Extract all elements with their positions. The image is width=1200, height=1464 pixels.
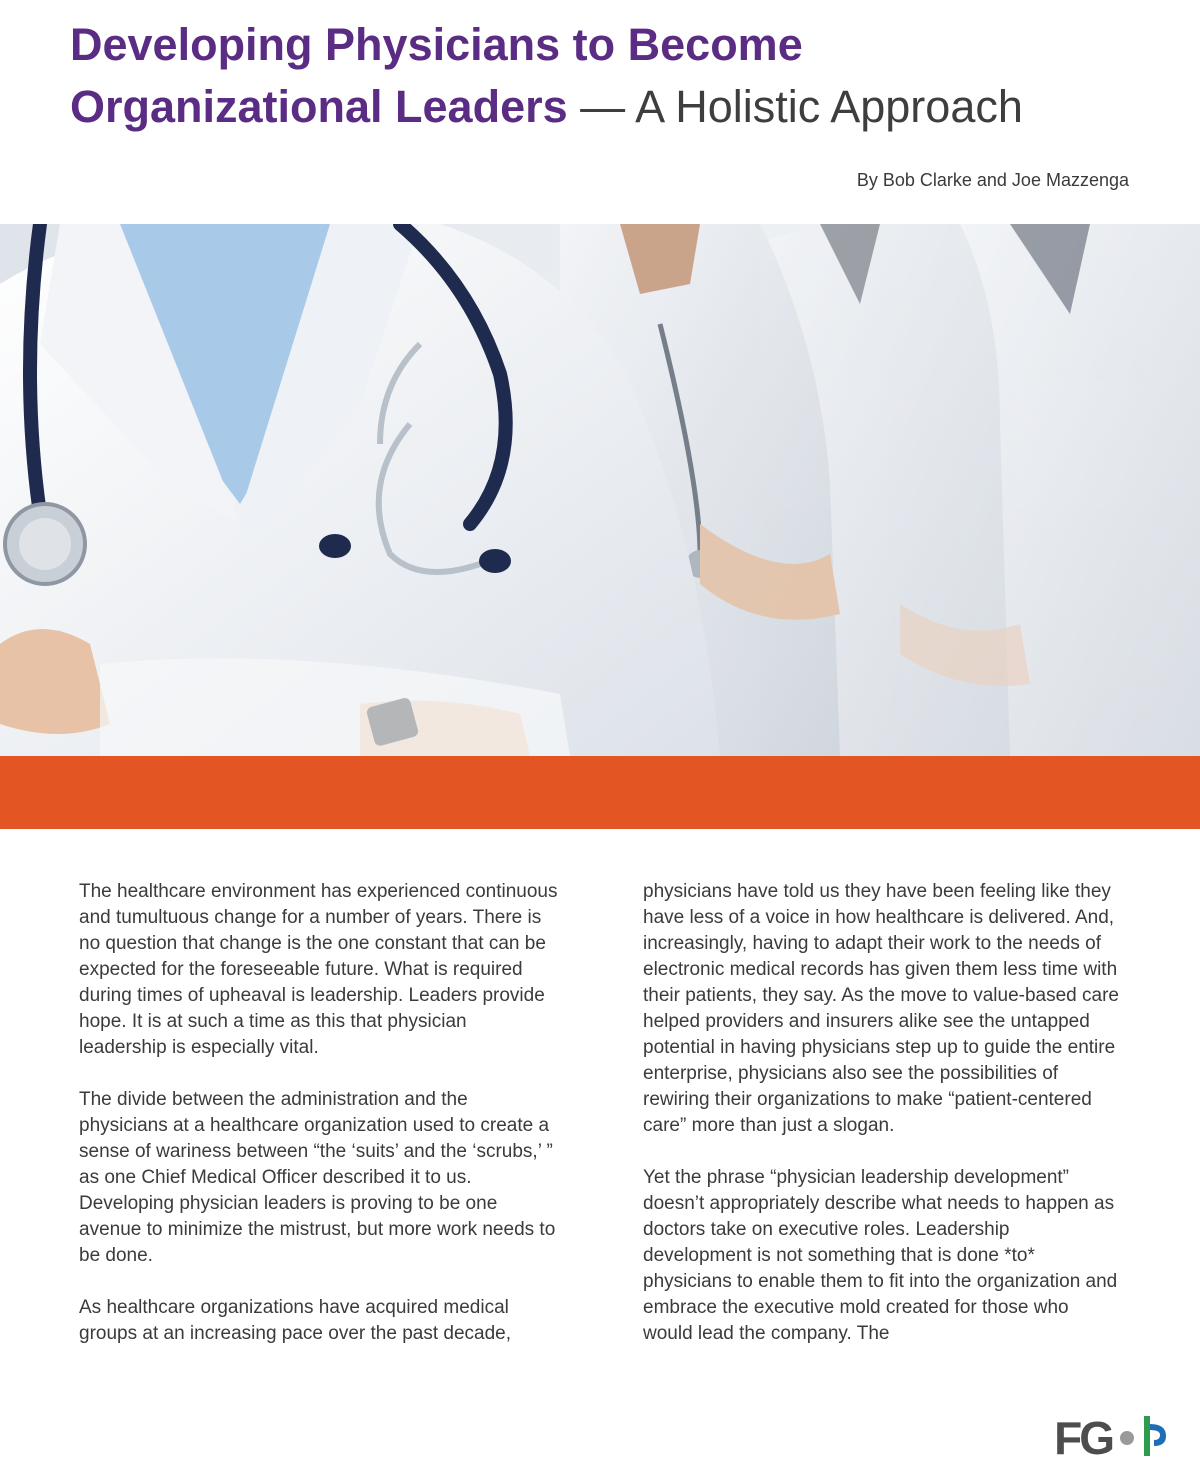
paragraph: physicians have told us they have been feeling like they have less of a voice in how healthcare is delivered. And, increasingly, having to adapt their work to the needs of electronic medical records has given them less time with their patients, they say. As the move to value-based care helped providers and insurers alike see the untapped potential in having physicians step up to guide the entire enterprise, physicians also see the possibilities of rewiring their organizations to make “patient-centered care” more than just a slogan. <box>643 881 1119 1136</box>
paragraph: The healthcare environment has experienced continuous and tumultuous change for a number of years. There is no question that change is the one constant that can be expected for the foreseeable future. What is required during times of upheaval is leadership. Leaders provide hope. It is at such a time as this that physician leadership is especially vital. <box>79 881 558 1058</box>
paragraph: As healthcare organizations have acquired medical groups at an increasing pace over the past decade, <box>79 1297 512 1344</box>
title-bold-line1: Developing Physicians to Become <box>70 19 803 70</box>
title-subtitle: — A Holistic Approach <box>567 81 1023 132</box>
article-left-column <box>79 879 559 1373</box>
paragraph: The divide between the administration and the physicians at a healthcare organization used to create a sense of wariness between “the ‘suits’ and the ‘scrubs,’ ” as one Chief Medical Officer described it to us. Developing physician leaders is proving to be one avenue to minimize the mistrust, but more work needs to be done. <box>79 1089 556 1266</box>
p-mark-icon <box>1142 1414 1168 1463</box>
article-right-column <box>643 879 1123 1373</box>
logo-text: FG <box>1054 1412 1112 1464</box>
accent-bar <box>0 756 1200 829</box>
title-bold-line2: Organizational Leaders <box>70 81 568 132</box>
paragraph: Yet the phrase “physician leadership development” doesn’t appropriately describe what needs to happen as doctors take on executive roles. Leadership development is not something that is done *to* physicians to enable them to fit into the organization and embrace the executive mold created for those who would lead the company. The <box>643 1167 1118 1344</box>
footer-logo <box>1054 1414 1168 1462</box>
page-title <box>70 14 1170 138</box>
dot-icon <box>1120 1431 1134 1445</box>
byline: By Bob Clarke and Joe Mazzenga <box>856 170 1129 190</box>
hero-image <box>0 224 1200 756</box>
